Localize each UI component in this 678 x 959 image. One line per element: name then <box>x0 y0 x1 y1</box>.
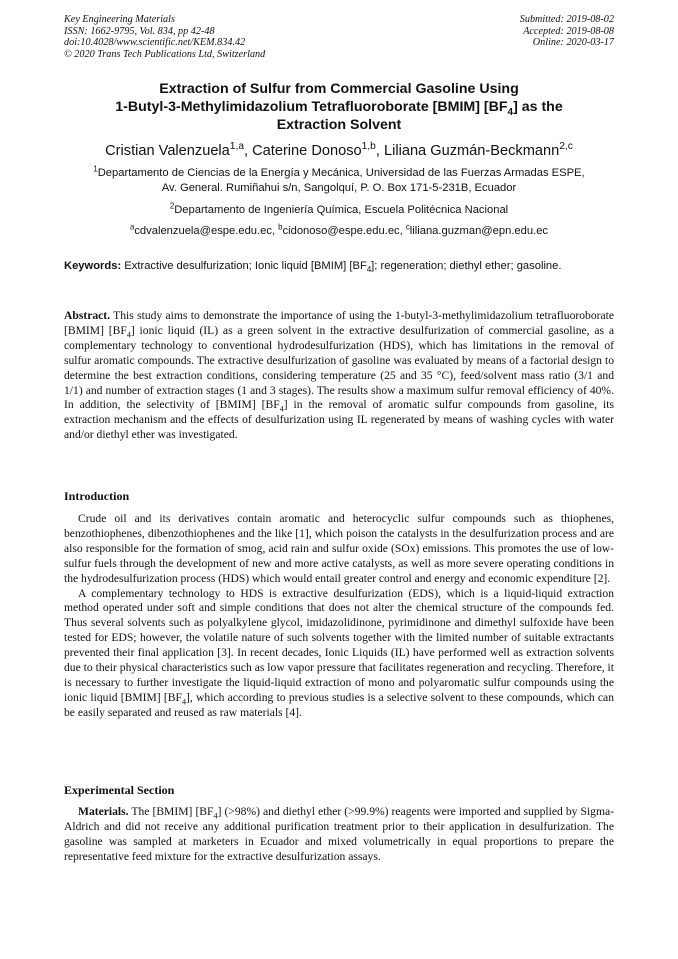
journal-name: Key Engineering Materials <box>64 14 175 25</box>
abstract: Abstract. This study aims to demonstrate the importance of using the 1-butyl-3-methylimidazolium tetrafluoroborate [BMIM] $[BF_4]$ ionic liquid (IL) as a green solvent in the extractive desulfurization of commercial gasoline, as a complementary technology to conventional hydrodesulfurization (HDS), which has limitations in the removal of sulfur aromatic compounds. The extractive desulfurization of gasoline was evaluated by means of a factorial design to determine the best extraction conditions, considering temperature (25 and 35 °C), feed/solvent mass ratio (3/1 and 1/1) and number of extraction stages (1 and 3 stages). The results show a maximum sulfur removal efficiency of 40%. In addition, the selectivity of [BMIM] $[BF_4]$ in the removal of aromatic sulfur compounds from gasoline, its extraction mechanism and the effects of desulfurization using IL regenerated by means of washing cycles with water and/or diethyl ether was investigated. <box>64 309 614 442</box>
author: Cristian Valenzuela$^{1,a}$, <box>105 141 253 159</box>
keywords: Keywords: Extractive desulfurization; Ionic liquid [BMIM] $[BF_4]$; regeneration; diethyl ether; gasoline. <box>64 260 562 275</box>
materials-label: Materials. <box>78 805 129 818</box>
title-line-3: Extraction Solvent <box>276 117 402 133</box>
journal-doi: doi:10.4028/www.scientific.net/KEM.834.42 <box>64 37 246 49</box>
paragraph: Materials. The [BMIM] $[BF_4]$ (>98%) and diethyl ether (>99.9%) reagents were imported and supplied by Sigma-Aldrich and did not receive any additional purification treatment prior to their application in desulfurization. The gasoline was sampled at marketers in Ecuador and mixed volumetrically in equal proportions to prepare the representative feed mixture for the extractive desulfurization assays. <box>64 805 614 863</box>
author-emails: $^a$cdvalenzuela@espe.edu.ec, $^b$cidonoso@espe.edu.ec, $^c$liliana.guzman@epn.edu.ec <box>129 222 549 237</box>
experimental-heading: Experimental Section <box>64 783 175 797</box>
introduction-section <box>64 512 614 721</box>
journal-header <box>64 14 265 60</box>
journal-issn: ISSN: 1662-9795, Vol. 834, pp 42-48 <box>64 25 215 37</box>
abstract-label: Abstract. <box>64 309 111 322</box>
paragraph: A complementary technology to HDS is extractive desulfurization (EDS), which is a liquid-liquid extraction method operated under soft and simple conditions that does not alter the chemical structure of the compounds fed. Thus several solvents such as polyalkylene glycol, imidazolidinone, pyrimidinone and dimethyl sulfoxide have been tested for EDS; however, the volatile nature of such solvents together with the limited number of suitable extractants prevented their final application [3]. In recent decades, Ionic Liquids (IL) have performed well as extraction solvents due to their physical characteristics such as low vapor pressure that facilitates regeneration and recycling. Therefore, it is necessary to further investigate the liquid-liquid extraction of mono and polyaromatic sulfur compounds using the ionic liquid [BMIM] $[BF_4]$, which according to previous studies is a selective solvent to these compounds, which can be easily separated and reused as raw materials [4]. <box>64 586 615 719</box>
experimental-section <box>64 805 614 865</box>
email-link[interactable]: $^a$cdvalenzuela@espe.edu.ec <box>129 222 272 237</box>
email-link[interactable]: $^b$cidonoso@espe.edu.ec <box>278 222 400 237</box>
paragraph: Crude oil and its derivatives contain aromatic and heterocyclic sulfur compounds such as thiophenes, benzothiophenes, dibenzothiophenes and the like [1], which poison the catalysts in the desulfurization process and are also responsible for the formation of smog, acid rain and sulfur oxide (SOx) emissions. This promotes the use of low-sulfur fuels through the development of new and more active catalysts, as well as more severe operating conditions in the hydrodesulfurization process (HDS) which would entail greater control and energy and economic expenditure [2]. <box>64 512 614 585</box>
affiliation-2: $^2$Departamento de Ingeniería Química, Escuela Politécnica Nacional <box>169 201 509 216</box>
keywords-label: Keywords: <box>64 260 122 272</box>
title-line-2: 1-Butyl-3-Methylimidazolium Tetrafluoroborate [BMIM] $[BF_4]$ as the <box>115 99 563 118</box>
submitted-date: Submitted: 2019-08-02 <box>519 14 614 25</box>
author: Caterine Donoso$^{1,b}$, <box>252 141 384 159</box>
online-date: Online: 2020-03-17 <box>532 37 614 49</box>
accepted-date: Accepted: 2019-08-08 <box>523 25 614 37</box>
journal-copyright: © 2020 Trans Tech Publications Ltd, Switzerland <box>64 48 266 60</box>
email-link[interactable]: $^c$liliana.guzman@epn.edu.ec <box>405 222 549 237</box>
author-list <box>40 142 638 160</box>
introduction-heading: Introduction <box>64 489 130 503</box>
affiliation-1: $^1$Departamento de Ciencias de la Energía y Mecánica, Universidad de las Fuerzas Armadas ESPE, Av. General. Rumiñahui s/n, Sangolquí, P. O. Box 171-5-231B, Ecuador <box>93 164 585 194</box>
title-line-1: Extraction of Sulfur from Commercial Gasoline Using <box>159 81 519 97</box>
paper-title <box>64 80 614 134</box>
author: Liliana Guzmán-Beckmann$^{2,c}$ <box>383 141 573 159</box>
dates-header <box>520 14 614 49</box>
